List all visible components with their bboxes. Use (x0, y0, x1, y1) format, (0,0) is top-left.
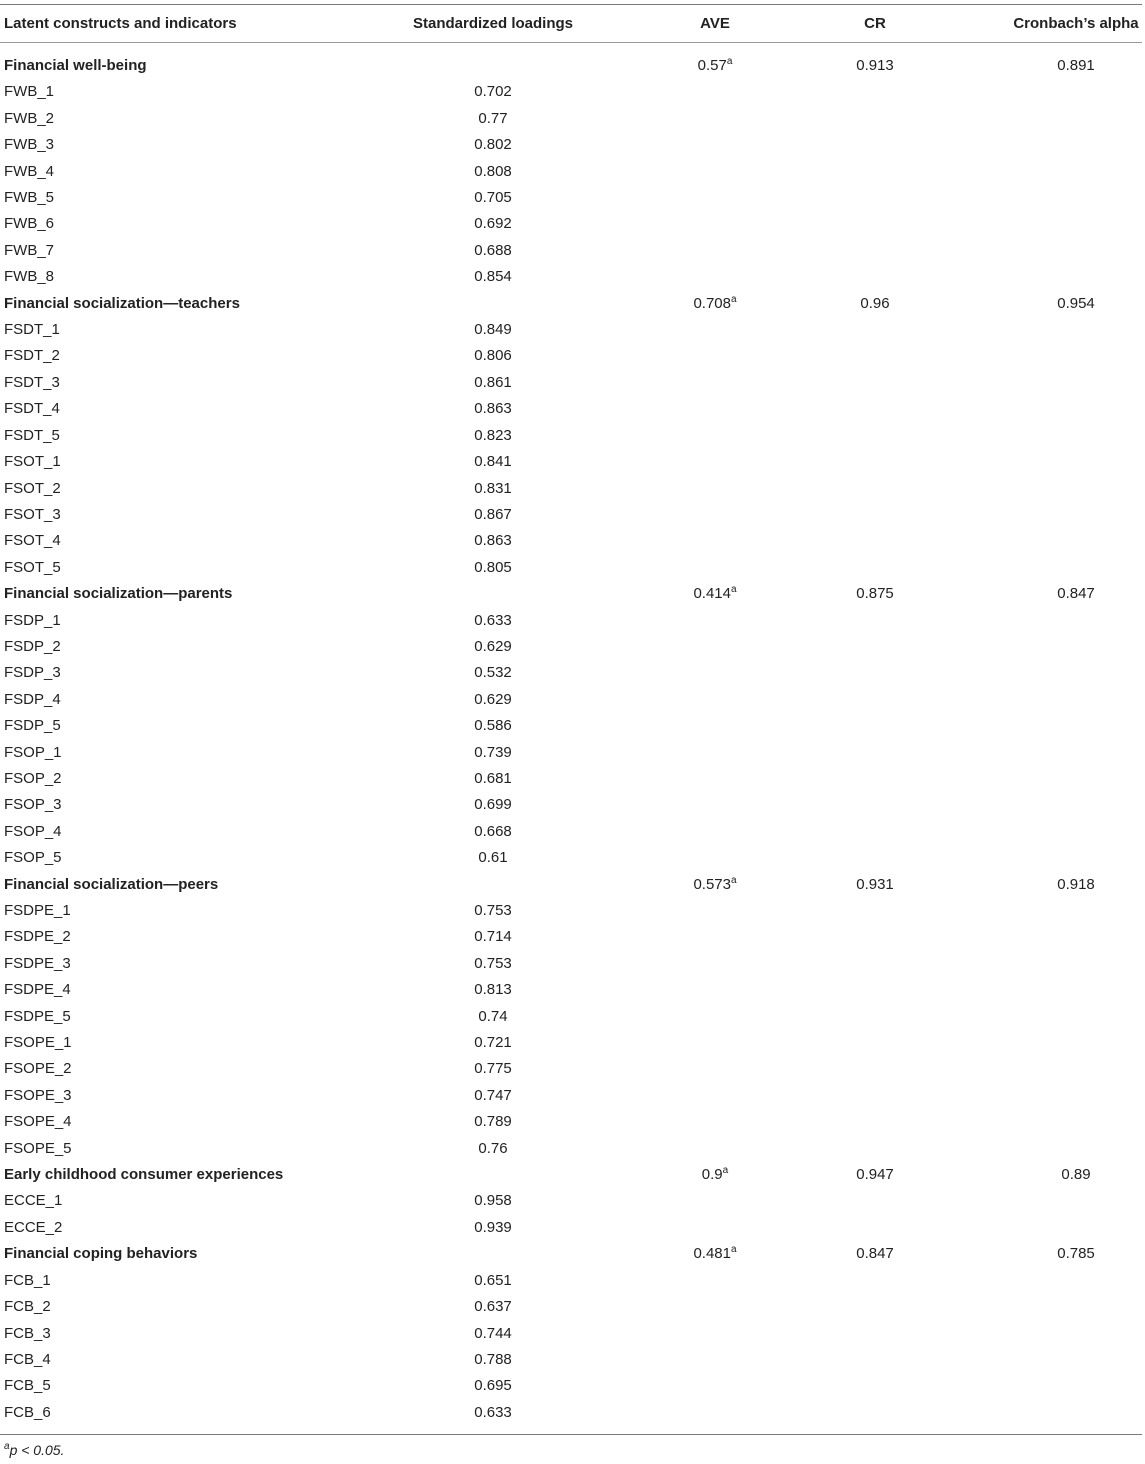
indicator-row (0, 899, 1142, 925)
construct-row (0, 582, 1142, 608)
indicator-name: FSOT_4 (4, 532, 61, 550)
indicator-row (0, 1110, 1142, 1136)
indicator-name: FCB_1 (4, 1271, 51, 1289)
indicator-row (0, 925, 1142, 951)
indicator-name: FSOP_2 (4, 769, 62, 787)
indicator-row (0, 1348, 1142, 1374)
indicator-row (0, 1189, 1142, 1215)
indicator-row (0, 397, 1142, 423)
table-footnote (4, 1442, 64, 1458)
indicator-name: FSOP_4 (4, 822, 62, 840)
standardized-loading: 0.939 (474, 1218, 512, 1236)
ave-number: 0.414 (693, 585, 731, 603)
standardized-loading: 0.806 (474, 347, 512, 365)
indicator-name: ECCE_2 (4, 1218, 63, 1236)
standardized-loading: 0.586 (474, 717, 512, 735)
ave-number: 0.9 (701, 1166, 723, 1184)
indicator-name: ECCE_1 (4, 1192, 63, 1210)
ave-value (693, 294, 736, 314)
indicator-row (0, 556, 1142, 582)
indicator-row (0, 133, 1142, 159)
footnote-text: p < 0.05. (9, 1442, 65, 1458)
header-loading: Standardized loadings (412, 15, 574, 32)
ave-number: 0.573 (693, 875, 731, 893)
ave-value (693, 875, 736, 895)
header-alpha: Cronbach’s alpha (1013, 15, 1139, 32)
standardized-loading: 0.76 (478, 1139, 508, 1157)
construct-row (0, 292, 1142, 318)
standardized-loading: 0.74 (478, 1007, 508, 1025)
standardized-loading: 0.788 (474, 1350, 512, 1368)
ave-value (702, 1165, 728, 1185)
significance-marker: a (730, 1244, 737, 1256)
indicator-row (0, 450, 1142, 476)
indicator-name: FSOP_5 (4, 849, 62, 867)
indicator-name: FSDPE_5 (4, 1007, 71, 1025)
standardized-loading: 0.633 (474, 1403, 512, 1421)
standardized-loading: 0.789 (474, 1113, 512, 1131)
cr-value: 0.947 (856, 1166, 894, 1184)
standardized-loading: 0.958 (474, 1192, 512, 1210)
standardized-loading: 0.629 (474, 690, 512, 708)
indicator-name: FSDT_5 (4, 426, 60, 444)
indicator-name: FSDP_2 (4, 637, 61, 655)
standardized-loading: 0.841 (474, 453, 512, 471)
construct-name: Financial socialization—teachers (4, 294, 240, 312)
table-header-row (0, 4, 1142, 42)
indicator-name: FSDT_1 (4, 321, 60, 339)
construct-row (0, 873, 1142, 899)
construct-name: Financial coping behaviors (4, 1245, 198, 1263)
indicator-name: FWB_5 (4, 189, 55, 207)
standardized-loading: 0.705 (474, 189, 512, 207)
indicator-name: FSDPE_1 (4, 902, 71, 919)
standardized-loading: 0.695 (474, 1377, 512, 1395)
standardized-loading: 0.681 (474, 769, 512, 787)
construct-row (0, 54, 1142, 80)
standardized-loading: 0.753 (474, 954, 512, 972)
standardized-loading: 0.714 (474, 928, 512, 946)
indicator-name: FSOPE_2 (4, 1060, 72, 1078)
standardized-loading: 0.863 (474, 532, 512, 550)
standardized-loading: 0.863 (474, 400, 512, 418)
indicator-row (0, 741, 1142, 767)
indicator-row (0, 503, 1142, 529)
cr-value: 0.931 (856, 875, 894, 893)
indicator-name: FSDT_2 (4, 347, 60, 365)
standardized-loading: 0.823 (474, 426, 512, 444)
indicator-row (0, 609, 1142, 635)
indicator-row (0, 688, 1142, 714)
indicator-name: FSDPE_3 (4, 954, 71, 972)
indicator-name: FWB_4 (4, 162, 55, 180)
indicator-name: FWB_6 (4, 215, 55, 233)
indicator-row (0, 846, 1142, 872)
cronbach-alpha-value: 0.847 (1057, 585, 1095, 603)
standardized-loading: 0.77 (478, 109, 508, 127)
cronbach-alpha-value: 0.918 (1057, 875, 1095, 893)
ave-value (693, 584, 736, 604)
indicator-row (0, 80, 1142, 106)
header-cr: CR (864, 15, 886, 32)
standardized-loading: 0.867 (474, 505, 512, 523)
construct-name: Financial well-being (4, 57, 147, 74)
indicator-row (0, 1401, 1142, 1427)
significance-marker: a (730, 293, 737, 305)
indicator-name: FSOT_1 (4, 453, 61, 471)
indicator-row (0, 661, 1142, 687)
indicator-name: FSDT_4 (4, 400, 60, 418)
cr-value: 0.913 (856, 57, 894, 74)
construct-name: Financial socialization—parents (4, 585, 233, 603)
indicator-row (0, 344, 1142, 370)
indicator-row (0, 239, 1142, 265)
indicator-row (0, 1005, 1142, 1031)
construct-name: Financial socialization—peers (4, 875, 219, 893)
indicator-name: FCB_2 (4, 1298, 51, 1316)
indicator-row (0, 1137, 1142, 1163)
indicator-row (0, 820, 1142, 846)
indicator-name: FSDPE_4 (4, 981, 71, 999)
indicator-name: FSOP_1 (4, 743, 62, 761)
indicator-row (0, 529, 1142, 555)
indicator-row (0, 477, 1142, 503)
cr-value: 0.875 (856, 585, 894, 603)
significance-marker: a (730, 874, 737, 886)
significance-marker: a (722, 1165, 729, 1177)
indicator-row (0, 371, 1142, 397)
indicator-name: FCB_6 (4, 1403, 51, 1421)
indicator-row (0, 212, 1142, 238)
indicator-row (0, 793, 1142, 819)
indicator-name: FSOPE_4 (4, 1113, 72, 1131)
standardized-loading: 0.854 (474, 268, 512, 286)
indicator-row (0, 1322, 1142, 1348)
indicator-row (0, 952, 1142, 978)
indicator-name: FWB_8 (4, 268, 55, 286)
standardized-loading: 0.831 (474, 479, 512, 497)
cronbach-alpha-value: 0.89 (1061, 1166, 1091, 1184)
ave-number: 0.481 (693, 1245, 731, 1263)
indicator-name: FSOPE_5 (4, 1139, 72, 1157)
ave-value (698, 56, 733, 76)
indicator-name: FWB_3 (4, 136, 55, 154)
footnote-marker: a (4, 1441, 10, 1452)
standardized-loading: 0.808 (474, 162, 512, 180)
standardized-loading: 0.805 (474, 558, 512, 576)
indicator-row (0, 186, 1142, 212)
standardized-loading: 0.739 (474, 743, 512, 761)
header-construct: Latent constructs and indicators (4, 15, 237, 32)
standardized-loading: 0.744 (474, 1324, 512, 1342)
indicator-name: FWB_7 (4, 241, 55, 259)
indicator-name: FCB_4 (4, 1350, 51, 1368)
significance-marker: a (730, 584, 737, 596)
ave-number: 0.708 (693, 294, 731, 312)
construct-name: Early childhood consumer experiences (4, 1166, 284, 1184)
table-bottom-rule (0, 1434, 1142, 1435)
indicator-row (0, 635, 1142, 661)
cr-value: 0.847 (856, 1245, 894, 1263)
table-header-rule (0, 42, 1142, 43)
indicator-name: FWB_1 (4, 83, 55, 101)
indicator-name: FSOPE_1 (4, 1034, 72, 1052)
standardized-loading: 0.61 (478, 849, 508, 867)
indicator-row (0, 1295, 1142, 1321)
indicator-row (0, 265, 1142, 291)
cronbach-alpha-value: 0.954 (1057, 294, 1095, 312)
indicator-row (0, 767, 1142, 793)
indicator-row (0, 1216, 1142, 1242)
indicator-name: FWB_2 (4, 109, 55, 127)
standardized-loading: 0.633 (474, 611, 512, 629)
indicator-row (0, 160, 1142, 186)
significance-marker: a (726, 56, 733, 67)
construct-row (0, 1163, 1142, 1189)
standardized-loading: 0.775 (474, 1060, 512, 1078)
standardized-loading: 0.721 (474, 1034, 512, 1052)
cr-value: 0.96 (860, 294, 890, 312)
standardized-loading: 0.668 (474, 822, 512, 840)
indicator-row (0, 1057, 1142, 1083)
indicator-name: FCB_3 (4, 1324, 51, 1342)
standardized-loading: 0.692 (474, 215, 512, 233)
indicator-name: FSOP_3 (4, 796, 62, 814)
standardized-loading: 0.702 (474, 83, 512, 101)
indicator-row (0, 1084, 1142, 1110)
indicator-name: FSOPE_3 (4, 1086, 72, 1104)
indicator-row (0, 1269, 1142, 1295)
indicator-name: FSDP_1 (4, 611, 61, 629)
indicator-row (0, 1031, 1142, 1057)
standardized-loading: 0.802 (474, 136, 512, 154)
indicator-name: FSOT_2 (4, 479, 61, 497)
indicator-name: FCB_5 (4, 1377, 51, 1395)
standardized-loading: 0.849 (474, 321, 512, 339)
indicator-row (0, 1374, 1142, 1400)
indicator-name: FSDT_3 (4, 373, 60, 391)
construct-row (0, 1242, 1142, 1268)
standardized-loading: 0.699 (474, 796, 512, 814)
indicator-row (0, 107, 1142, 133)
indicator-row (0, 978, 1142, 1004)
indicator-row (0, 318, 1142, 344)
standardized-loading: 0.637 (474, 1298, 512, 1316)
standardized-loading: 0.747 (474, 1086, 512, 1104)
standardized-loading: 0.753 (474, 902, 512, 919)
header-ave: AVE (700, 15, 730, 32)
ave-number: 0.57 (697, 57, 727, 74)
standardized-loading: 0.651 (474, 1271, 512, 1289)
indicator-row (0, 714, 1142, 740)
ave-value (693, 1244, 736, 1264)
table-body (0, 54, 1142, 1427)
standardized-loading: 0.813 (474, 981, 512, 999)
standardized-loading: 0.861 (474, 373, 512, 391)
cronbach-alpha-value: 0.891 (1057, 57, 1095, 74)
indicator-name: FSOT_3 (4, 505, 61, 523)
standardized-loading: 0.532 (474, 664, 512, 682)
indicator-name: FSOT_5 (4, 558, 61, 576)
indicator-row (0, 424, 1142, 450)
cronbach-alpha-value: 0.785 (1057, 1245, 1095, 1263)
indicator-name: FSDP_5 (4, 717, 61, 735)
indicator-name: FSDP_4 (4, 690, 61, 708)
standardized-loading: 0.629 (474, 637, 512, 655)
indicator-name: FSDPE_2 (4, 928, 71, 946)
standardized-loading: 0.688 (474, 241, 512, 259)
indicator-name: FSDP_3 (4, 664, 61, 682)
